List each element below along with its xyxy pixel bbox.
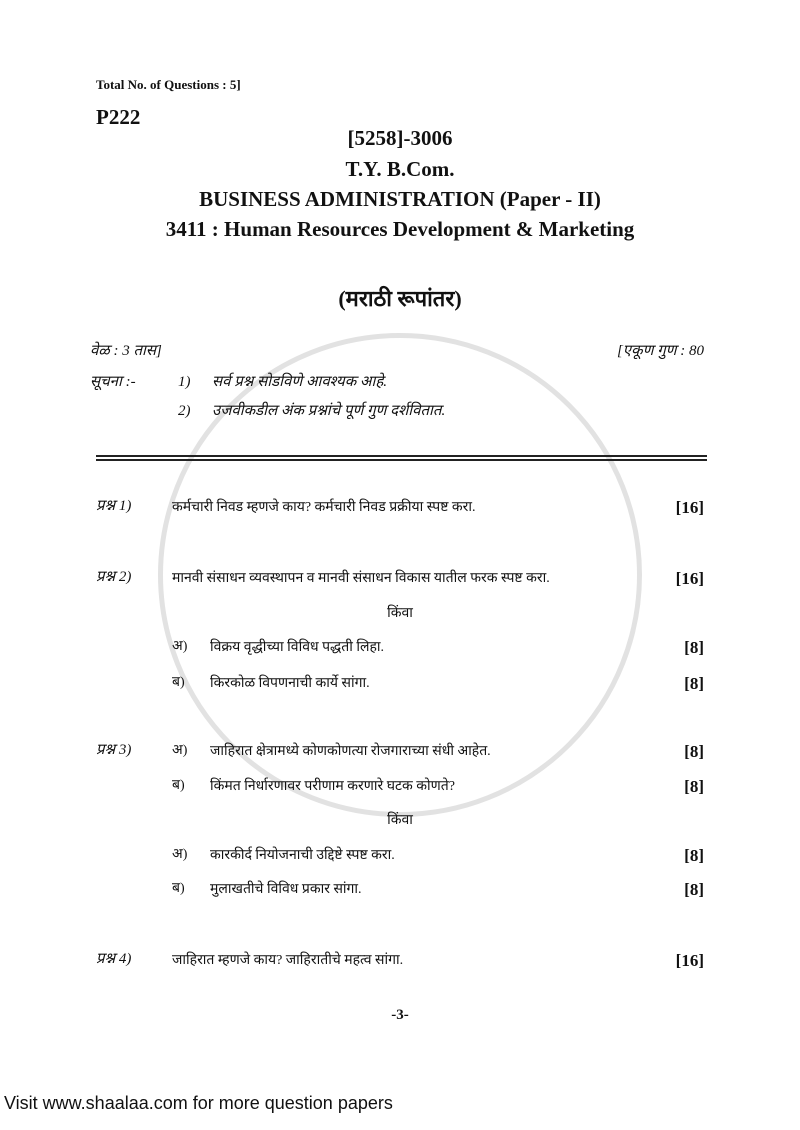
subquestion-number: ब) — [172, 881, 185, 896]
subquestion-text: कारकीर्द नियोजनाची उद्दिष्टे स्पष्ट करा. — [210, 848, 395, 863]
question-marks: [16] — [675, 951, 704, 970]
instruction-text: उजवीकडील अंक प्रश्नांचे पूर्ण गुण दर्शवितात. — [212, 403, 446, 419]
paper-title: 3411 : Human Resources Development & Marketing — [165, 217, 635, 241]
course: T.Y. B.Com. — [345, 157, 455, 181]
question-label: प्रश्न 1) — [96, 498, 132, 514]
question-text: मानवी संसाधन व्यवस्थापन व मानवी संसाधन विकास यातील फरक स्पष्ट करा. — [172, 571, 550, 586]
subquestion-marks: [8] — [684, 846, 704, 865]
divider — [96, 455, 707, 457]
subquestion-number: ब) — [172, 778, 185, 793]
footer-link[interactable]: Visit www.shaalaa.com for more question papers — [4, 1093, 393, 1113]
instruction-text: सर्व प्रश्न सोडविणे आवश्यक आहे. — [212, 374, 388, 390]
subquestion-marks: [8] — [684, 777, 704, 796]
subquestion-number: अ) — [172, 639, 188, 654]
exam-code: [5258]-3006 — [347, 126, 453, 150]
total-questions: Total No. of Questions : 5] — [96, 77, 241, 92]
subquestion-marks: [8] — [684, 742, 704, 761]
question-text: कर्मचारी निवड म्हणजे काय? कर्मचारी निवड प्रक्रीया स्पष्ट करा. — [172, 500, 476, 515]
subquestion-text: जाहिरात क्षेत्रामध्ये कोणकोणत्या रोजगाराच्या संधी आहेत. — [210, 744, 491, 759]
instruction-number: 1) — [178, 374, 191, 390]
instructions-label: सूचना :- — [90, 374, 136, 390]
subquestion-marks: [8] — [684, 674, 704, 693]
paper-code: P222 — [96, 105, 141, 129]
subquestion-text: मुलाखतीचे विविध प्रकार सांगा. — [210, 882, 362, 897]
divider — [96, 459, 707, 461]
time: वेळ : 3 तास] — [90, 343, 162, 359]
question-marks: [16] — [675, 498, 704, 517]
question-label: प्रश्न 3) — [96, 742, 132, 758]
instruction-number: 2) — [178, 403, 191, 419]
subject: BUSINESS ADMINISTRATION (Paper - II) — [199, 187, 601, 211]
question-label: प्रश्न 4) — [96, 951, 132, 967]
max-marks: [एकूण गुण : 80 — [616, 343, 704, 359]
question-text: जाहिरात म्हणजे काय? जाहिरातीचे महत्व सांगा. — [172, 953, 404, 968]
subquestion-number: अ) — [172, 743, 188, 758]
subquestion-text: विक्रय वृद्धीच्या विविध पद्धती लिहा. — [210, 640, 385, 655]
version-label: (मराठी रूपांतर) — [338, 286, 462, 311]
or-label: किंवा — [387, 606, 413, 621]
subquestion-text: किंमत निर्धारणावर परीणाम करणारे घटक कोणते? — [210, 779, 455, 794]
subquestion-number: ब) — [172, 675, 185, 690]
or-label: किंवा — [387, 813, 413, 828]
subquestion-number: अ) — [172, 847, 188, 862]
subquestion-text: किरकोळ विपणनाची कार्ये सांगा. — [210, 676, 370, 691]
page-number: -3- — [391, 1007, 409, 1023]
subquestion-marks: [8] — [684, 638, 704, 657]
question-label: प्रश्न 2) — [96, 569, 132, 585]
question-marks: [16] — [675, 569, 704, 588]
subquestion-marks: [8] — [684, 880, 704, 899]
